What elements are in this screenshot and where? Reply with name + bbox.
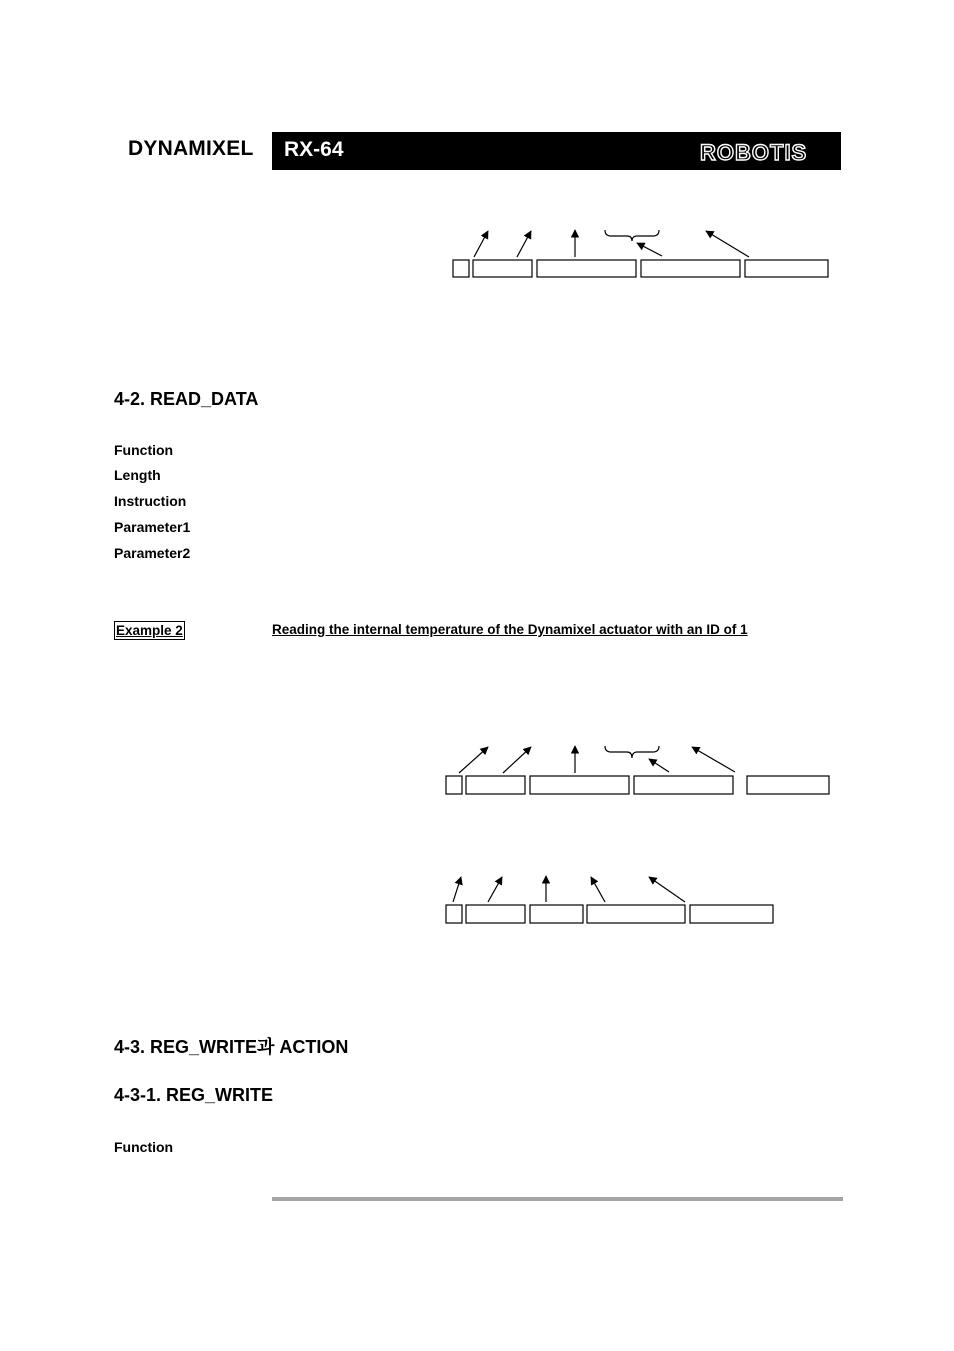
packet-box [530,905,583,923]
footer-rule [272,1197,843,1201]
packet-box [641,260,740,277]
arrow-2 [503,747,531,773]
label-function-reg-write: Function [114,1139,174,1155]
arrow-1 [453,877,461,902]
packet-box [446,905,462,923]
packet-box [537,260,636,277]
arrow-5 [692,747,735,772]
arrow-4 [637,243,662,256]
section-heading-reg-write-action: 4-3. REG_WRITE과 ACTION [114,1037,349,1057]
packet-box [446,776,462,794]
packet-box [473,260,532,277]
robotis-logo: ROBOTIS [700,140,808,165]
arrow-2 [517,231,531,257]
model-title: RX-64 [284,138,344,161]
packet-diagram-status [446,876,773,923]
packet-box [690,905,773,923]
arrow-1 [474,231,488,257]
packet-box [587,905,685,923]
example-description: Reading the internal temperature of the Dynamixel actuator with an ID of 1 [272,622,748,637]
packet-diagram-instruction [446,746,829,794]
example-label: Example 2 [116,623,183,638]
packet-diagram-top [453,230,828,277]
brace [605,230,659,241]
arrow-2 [488,877,502,902]
label-parameter1: Parameter1 [114,519,191,535]
brace [605,746,659,758]
packet-box [747,776,829,794]
arrow-4 [649,759,669,772]
packet-box [530,776,629,794]
label-instruction: Instruction [114,493,187,509]
label-parameter2: Parameter2 [114,545,191,561]
arrow-5 [706,231,749,257]
packet-box [466,905,525,923]
label-function: Function [114,442,174,458]
arrow-5 [649,877,685,902]
brand-title: DYNAMIXEL [128,137,254,160]
arrow-4 [591,877,605,902]
packet-box [466,776,525,794]
label-length: Length [114,467,161,483]
packet-box [453,260,469,277]
section-heading-read-data: 4-2. READ_DATA [114,389,259,409]
arrow-1 [459,747,488,773]
subsection-heading-reg-write: 4-3-1. REG_WRITE [114,1085,274,1105]
packet-box [634,776,733,794]
packet-box [745,260,828,277]
